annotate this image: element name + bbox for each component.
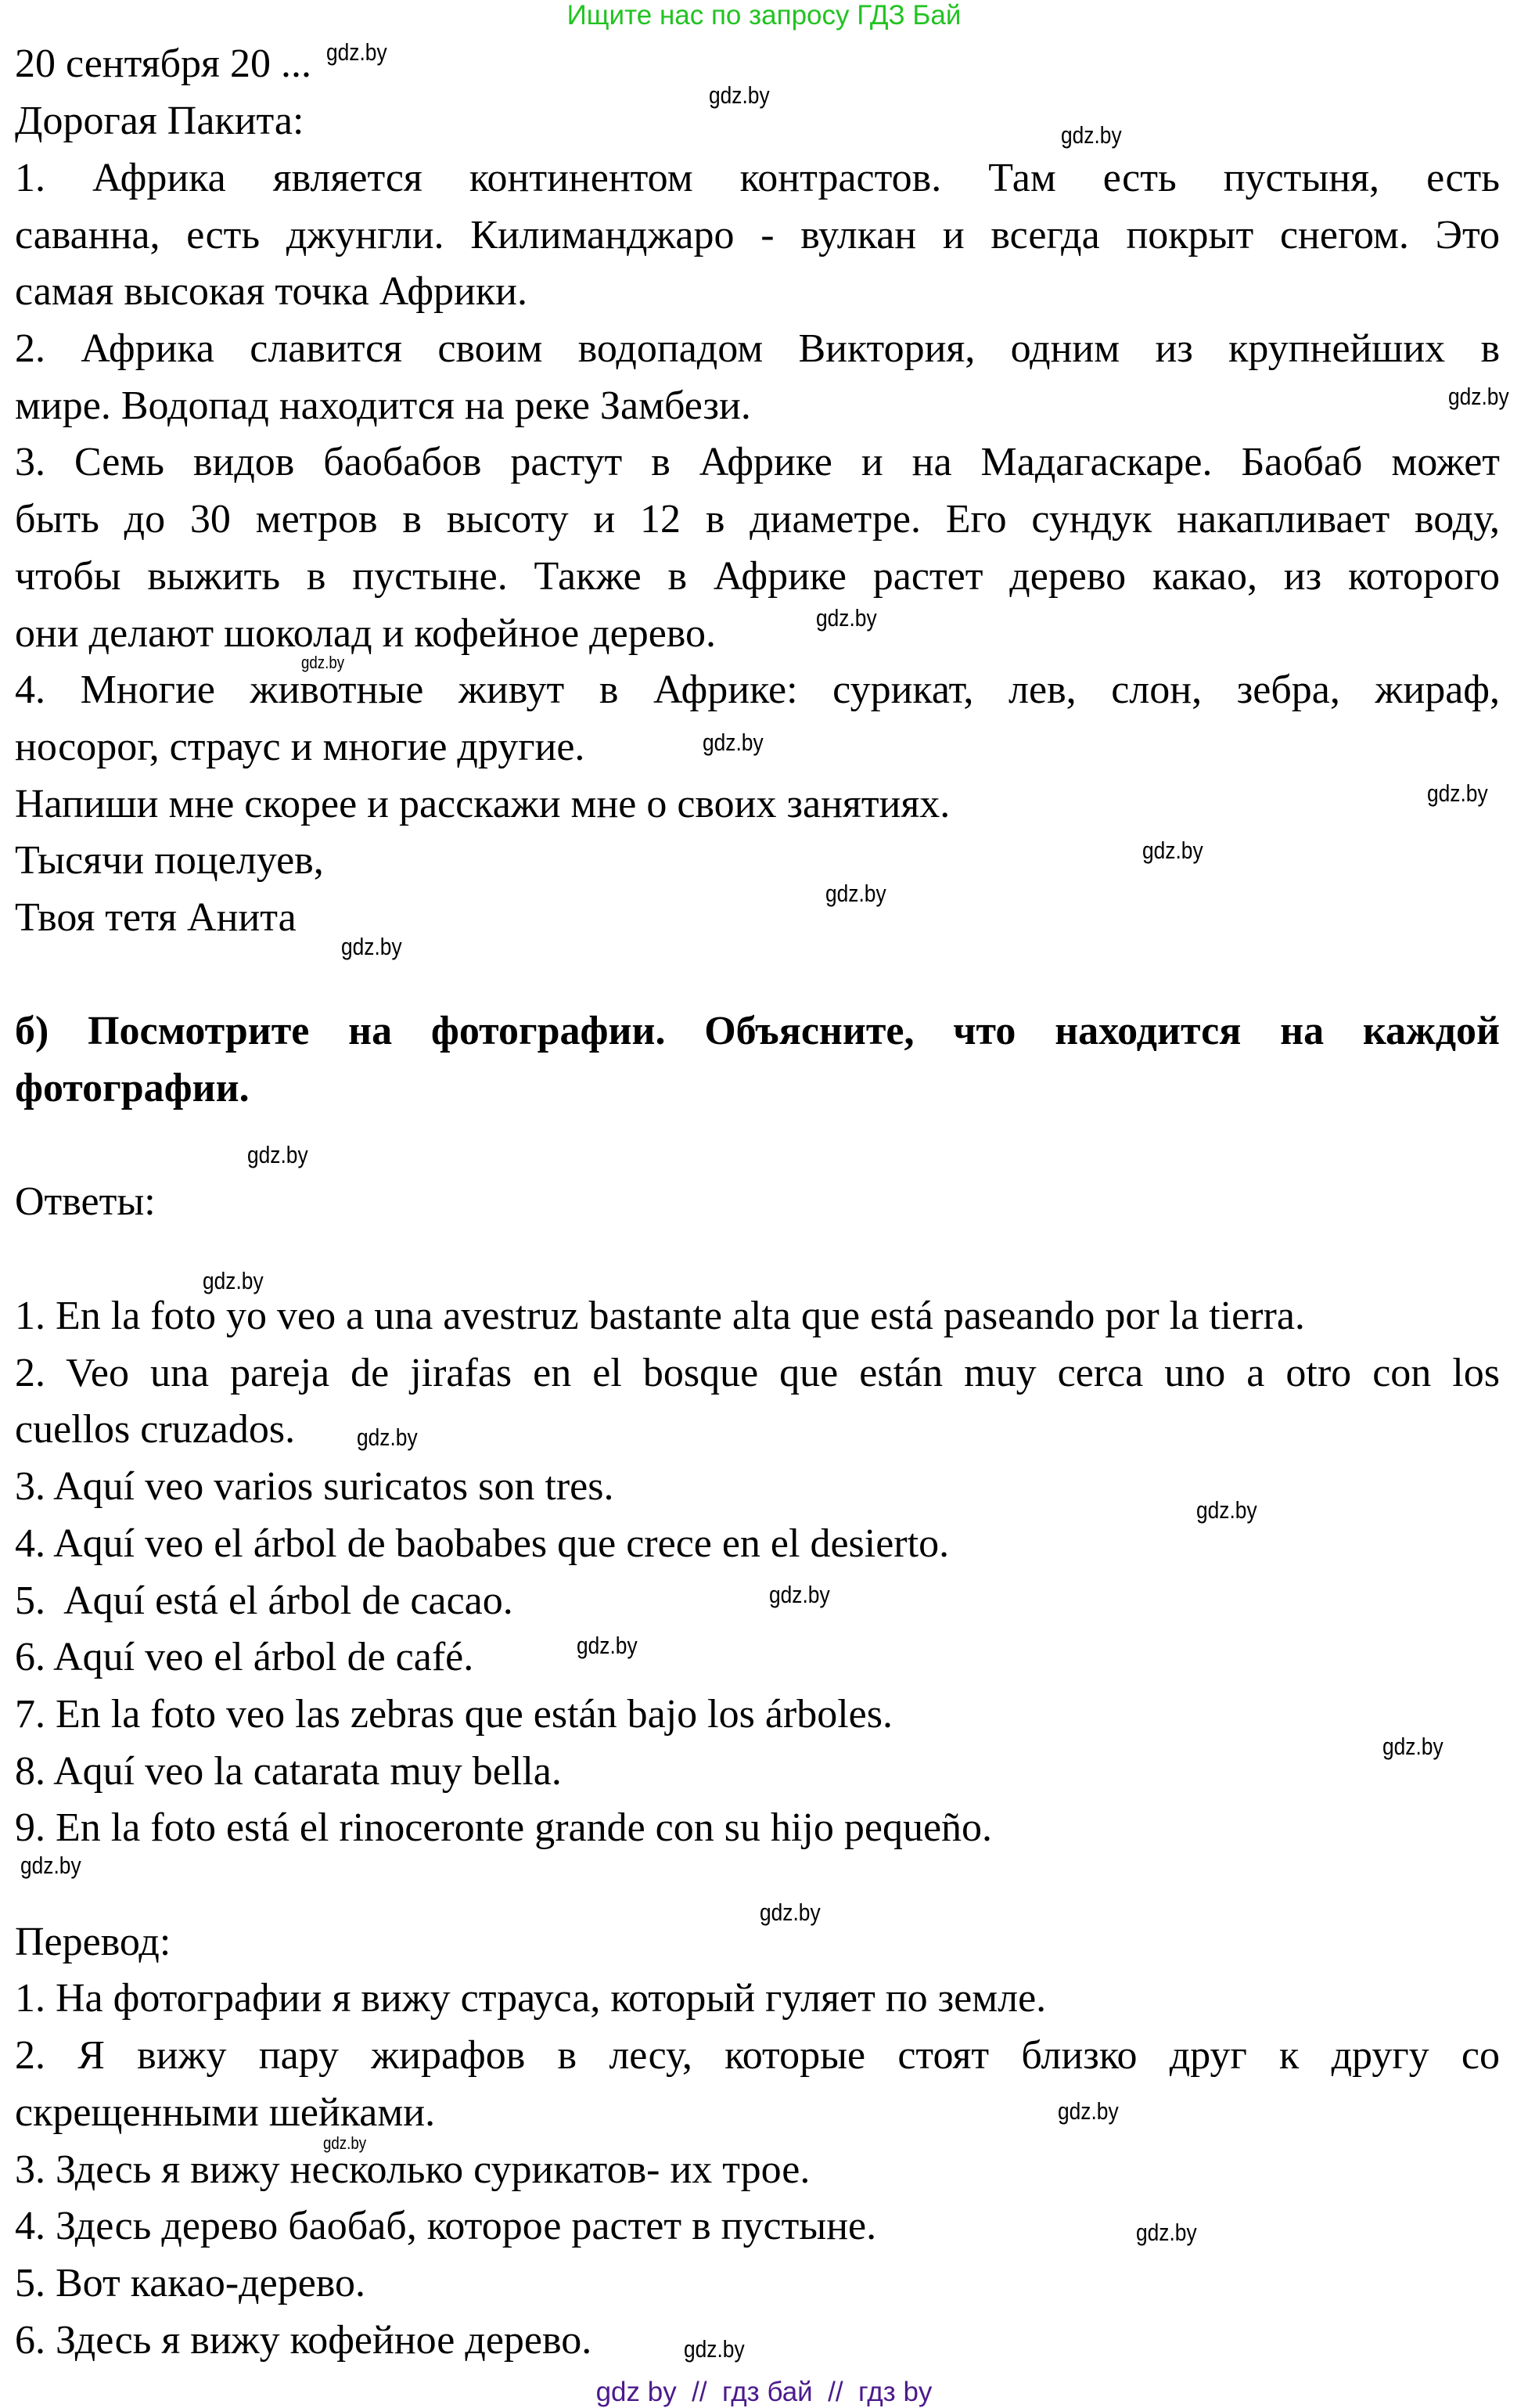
letter-signature: Твоя тетя Анита	[15, 895, 297, 940]
watermark: gdz.by	[203, 1267, 264, 1294]
translation-line: 1. На фотографии я вижу страуса, который гуляет по земле.	[15, 1976, 1047, 2021]
answer-line: 6. Aquí veo el árbol de café.	[15, 1635, 474, 1679]
translation-line: 6. Здесь я вижу кофейное дерево.	[15, 2318, 592, 2363]
answers-title: Ответы:	[15, 1179, 156, 1224]
answer-line: 2. Veo una pareja de jirafas en el bosque que están muy cerca uno a otro con los	[15, 1351, 1500, 1395]
watermark: gdz.by	[760, 1899, 821, 1926]
answer-line: cuellos cruzados.	[15, 1407, 296, 1452]
letter-line: носорог, страус и многие другие.	[15, 725, 585, 769]
letter-line: 2. Африка славится своим водопадом Виктория, одним из крупнейших в	[15, 326, 1500, 371]
translation-title: Перевод:	[15, 1920, 171, 1964]
watermark: gdz.by	[1448, 383, 1509, 410]
answer-line: 8. Aquí veo la catarata muy bella.	[15, 1749, 562, 1794]
watermark: gdz.by	[301, 653, 345, 672]
letter-line: 4. Многие животные живут в Африке: сурикат, лев, слон, зебра, жираф,	[15, 668, 1500, 712]
watermark: gdz.by	[709, 81, 770, 109]
watermark: gdz.by	[703, 729, 764, 756]
letter-line: чтобы выжить в пустыне. Также в Африке растет дерево какао, из которого	[15, 554, 1500, 599]
watermark: gdz.by	[577, 1632, 638, 1659]
answer-line: 5. Aquí está el árbol de cacao.	[15, 1578, 513, 1623]
watermark: gdz.by	[825, 880, 886, 907]
watermark: gdz.by	[684, 2335, 745, 2363]
answer-line: 4. Aquí veo el árbol de baobabes que crece en el desierto.	[15, 1521, 950, 1566]
search-hint-header: Ищите нас по запросу ГДЗ Бай	[566, 0, 962, 31]
answer-line: 3. Aquí veo varios suricatos son tres.	[15, 1464, 614, 1509]
translation-line: скрещенными шейками.	[15, 2090, 436, 2135]
watermark: gdz.by	[1142, 837, 1203, 864]
answer-line: 1. En la foto yo veo a una avestruz bastante alta que está paseando por la tierra.	[15, 1294, 1305, 1338]
watermark: gdz.by	[1382, 1733, 1444, 1760]
watermark: gdz.by	[1196, 1496, 1257, 1524]
watermark: gdz.by	[816, 604, 877, 632]
translation-line: 5. Вот какао-дерево.	[15, 2261, 365, 2305]
watermark: gdz.by	[323, 2133, 367, 2153]
watermark: gdz.by	[769, 1581, 830, 1608]
translation-line: 3. Здесь я вижу несколько сурикатов- их трое.	[15, 2147, 811, 2192]
task-heading: б) Посмотрите на фотографии. Объясните, что находится на каждой	[15, 1009, 1500, 1053]
translation-line: 4. Здесь дерево баобаб, которое растет в пустыне.	[15, 2204, 877, 2248]
letter-line: 3. Семь видов баобабов растут в Африке и на Мадагаскаре. Баобаб может	[15, 440, 1500, 484]
letter-line: Напиши мне скорее и расскажи мне о своих занятиях.	[15, 782, 951, 826]
letter-date: 20 сентября 20 ...	[15, 41, 311, 86]
letter-line: мире. Водопад находится на реке Замбези.	[15, 383, 751, 428]
letter-greeting: Дорогая Пакита:	[15, 99, 304, 143]
task-heading: фотографии.	[15, 1066, 250, 1110]
watermark: gdz.by	[1427, 779, 1488, 807]
watermark: gdz.by	[357, 1424, 418, 1451]
letter-line: Тысячи поцелуев,	[15, 838, 324, 883]
answer-line: 9. En la foto está el rinoceronte grande con su hijo pequeño.	[15, 1805, 993, 1850]
letter-line: саванна, есть джунгли. Килиманджаро - вулкан и всегда покрыт снегом. Это	[15, 213, 1500, 257]
answer-line: 7. En la foto veo las zebras que están bajo los árboles.	[15, 1692, 893, 1737]
watermark: gdz.by	[1058, 2097, 1119, 2125]
watermark: gdz.by	[1061, 121, 1122, 149]
watermark: gdz.by	[1136, 2219, 1197, 2246]
letter-line: быть до 30 метров в высоту и 12 в диаметре. Его сундук накапливает воду,	[15, 497, 1500, 542]
watermark: gdz.by	[341, 933, 402, 960]
watermark: gdz.by	[247, 1141, 308, 1168]
letter-line: самая высокая точка Африки.	[15, 269, 527, 314]
letter-line: они делают шоколад и кофейное дерево.	[15, 611, 716, 656]
watermark: gdz.by	[326, 38, 387, 66]
footer-links: gdz by // гдз бай // гдз by	[595, 2377, 933, 2407]
watermark: gdz.by	[20, 1852, 81, 1879]
translation-line: 2. Я вижу пару жирафов в лесу, которые стоят близко друг к другу со	[15, 2033, 1500, 2078]
letter-line: 1. Африка является континентом контрастов. Там есть пустыня, есть	[15, 156, 1500, 200]
